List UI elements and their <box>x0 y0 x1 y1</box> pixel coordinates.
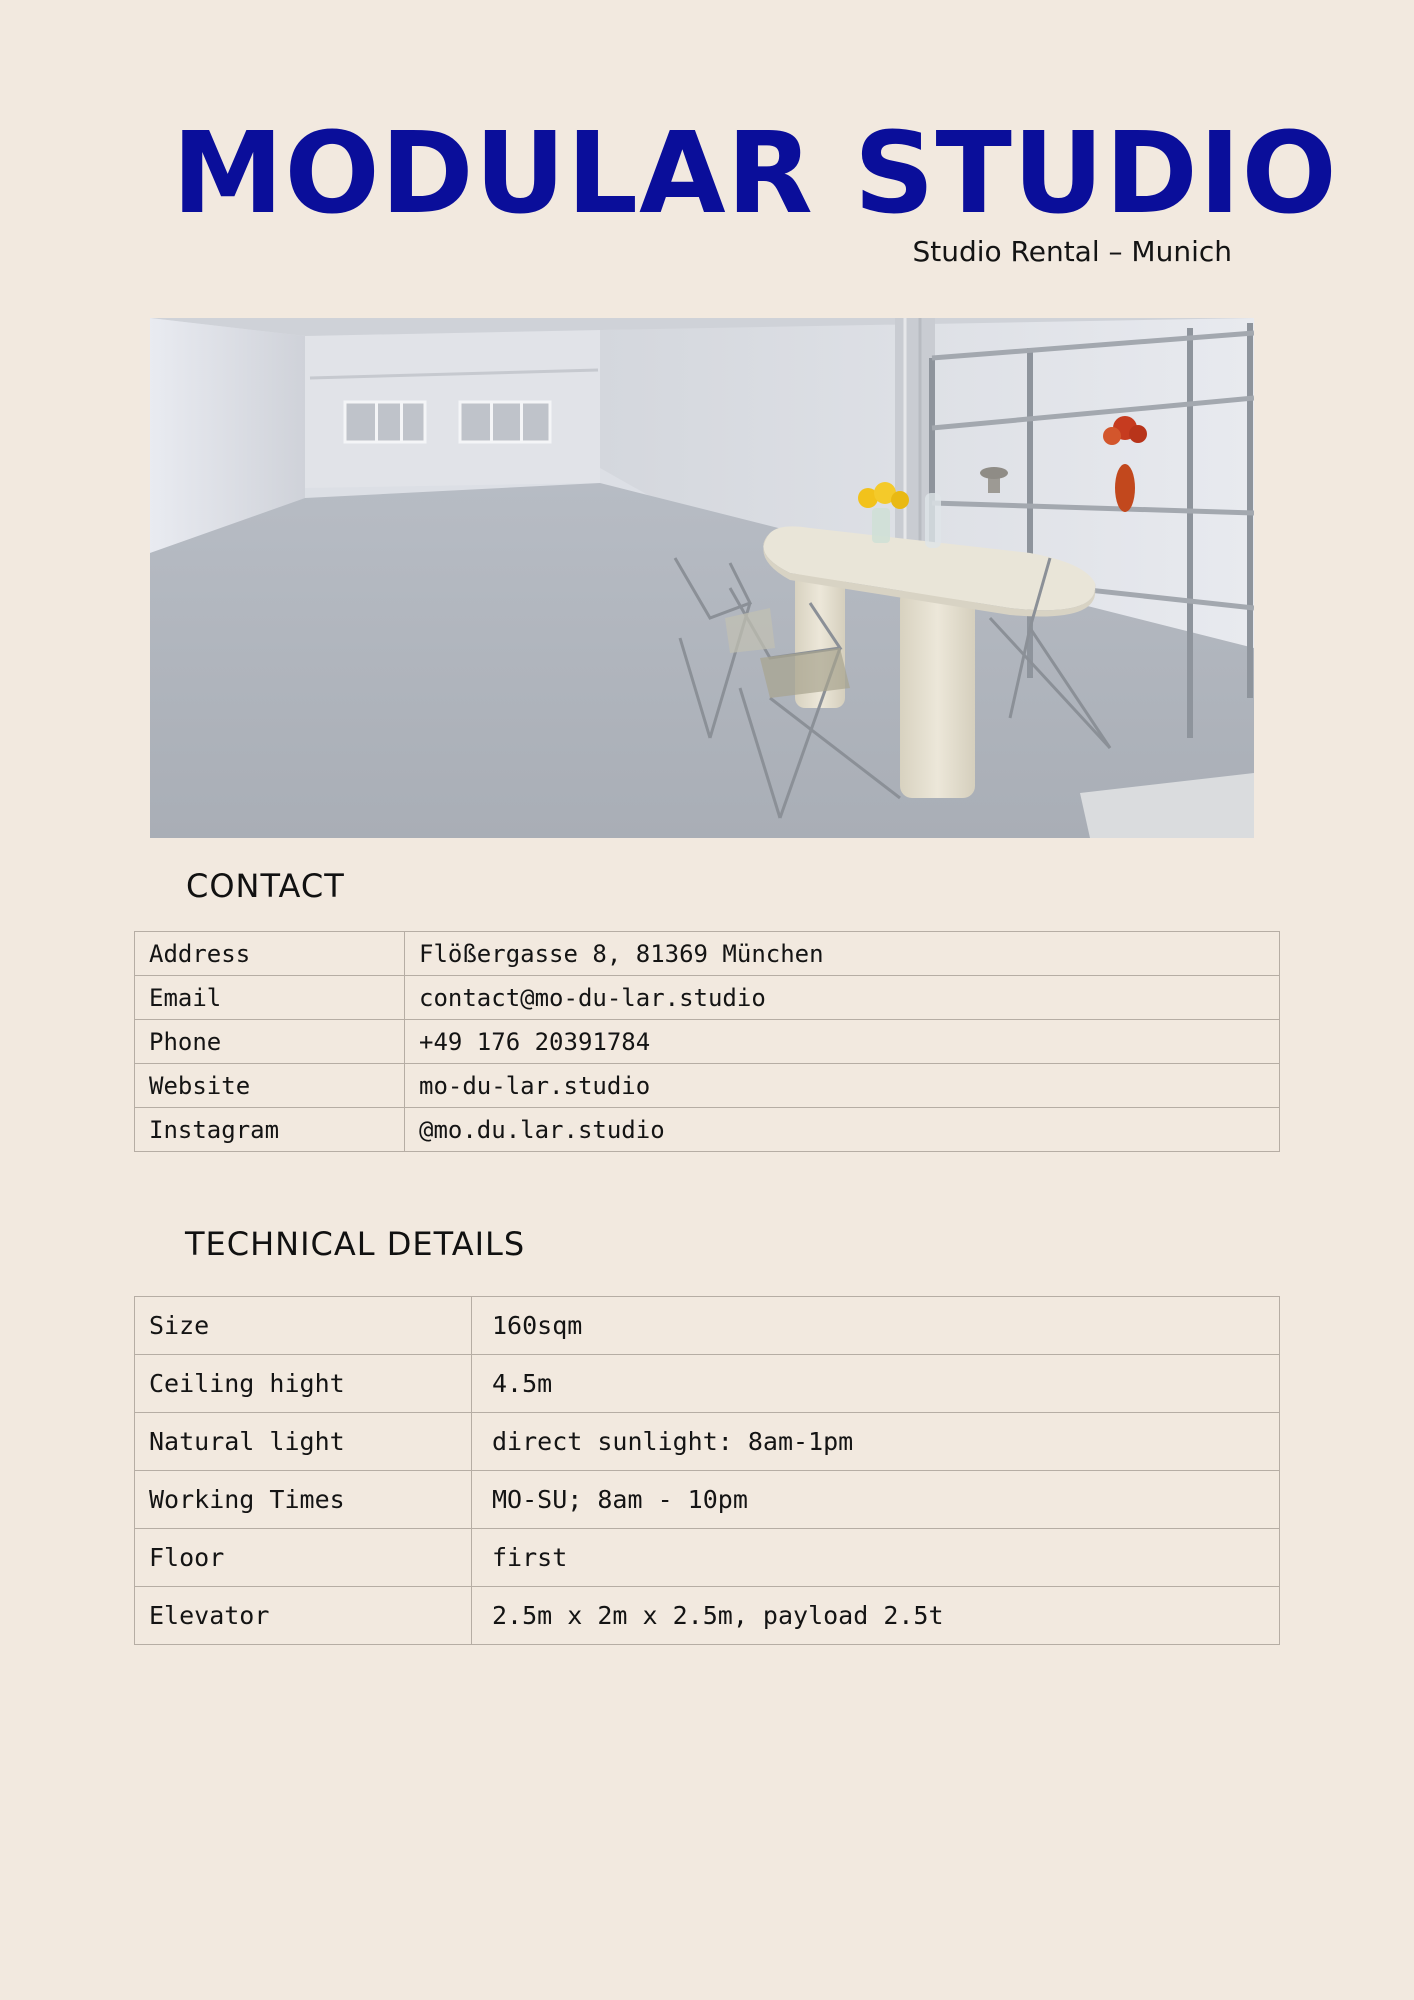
tech-value-floor: first <box>472 1529 1280 1587</box>
contact-table <box>134 931 1280 1152</box>
contact-value-email[interactable]: contact@mo-du-lar.studio <box>405 976 1280 1020</box>
contact-label-website: Website <box>135 1064 405 1108</box>
table-row <box>135 1020 1280 1064</box>
tech-label-size: Size <box>135 1297 472 1355</box>
tech-label-ceiling-height: Ceiling hight <box>135 1355 472 1413</box>
table-row <box>135 1529 1280 1587</box>
contact-label-phone: Phone <box>135 1020 405 1064</box>
contact-value-instagram[interactable]: @mo.du.lar.studio <box>405 1108 1280 1152</box>
table-row <box>135 1355 1280 1413</box>
page-subtitle: Studio Rental – Munich <box>912 235 1232 268</box>
tech-label-working-times: Working Times <box>135 1471 472 1529</box>
table-row <box>135 976 1280 1020</box>
table-row <box>135 932 1280 976</box>
table-row <box>135 1064 1280 1108</box>
studio-photo <box>150 318 1254 838</box>
table-row <box>135 1471 1280 1529</box>
tech-value-natural-light: direct sunlight: 8am-1pm <box>472 1413 1280 1471</box>
technical-details-heading: TECHNICAL DETAILS <box>185 1225 526 1263</box>
tech-label-floor: Floor <box>135 1529 472 1587</box>
table-row <box>135 1413 1280 1471</box>
tech-label-natural-light: Natural light <box>135 1413 472 1471</box>
contact-value-phone: +49 176 20391784 <box>405 1020 1280 1064</box>
contact-value-address: Flößergasse 8, 81369 München <box>405 932 1280 976</box>
table-row <box>135 1108 1280 1152</box>
technical-details-table <box>134 1296 1280 1645</box>
tech-value-working-times: MO-SU; 8am - 10pm <box>472 1471 1280 1529</box>
contact-label-instagram: Instagram <box>135 1108 405 1152</box>
tech-value-size: 160sqm <box>472 1297 1280 1355</box>
tech-value-elevator: 2.5m x 2m x 2.5m, payload 2.5t <box>472 1587 1280 1645</box>
table-row <box>135 1587 1280 1645</box>
tech-label-elevator: Elevator <box>135 1587 472 1645</box>
table-row <box>135 1297 1280 1355</box>
contact-value-website[interactable]: mo-du-lar.studio <box>405 1064 1280 1108</box>
tech-value-ceiling-height: 4.5m <box>472 1355 1280 1413</box>
page-title: MODULAR STUDIO <box>172 109 1338 239</box>
contact-label-email: Email <box>135 976 405 1020</box>
contact-heading: CONTACT <box>186 867 345 905</box>
contact-label-address: Address <box>135 932 405 976</box>
